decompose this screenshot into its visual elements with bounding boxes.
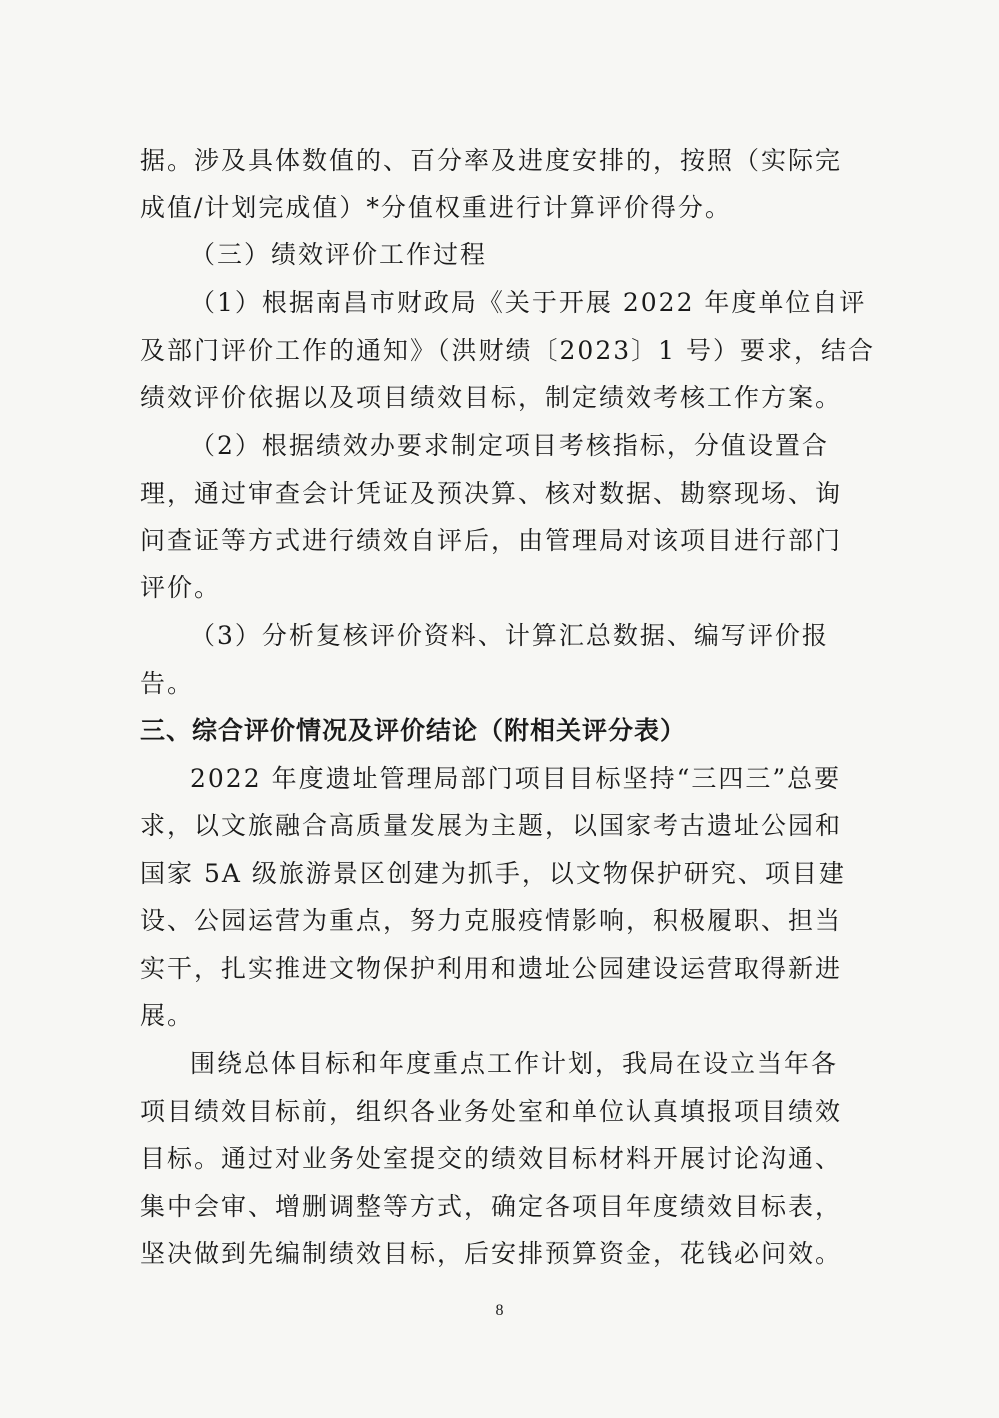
text-line: 项目绩效目标前，组织各业务处室和单位认真填报项目绩效 (140, 1097, 843, 1126)
text-line: （1）根据南昌市财政局《关于开展 2022 年度单位自评 (190, 288, 867, 317)
text-line: 设、公园运营为重点，努力克服疫情影响，积极履职、担当 (140, 906, 843, 935)
text-line: 国家 5A 级旅游景区创建为抓手，以文物保护研究、项目建 (140, 859, 846, 888)
text-line: 2022 年度遗址管理局部门项目目标坚持“三四三”总要 (190, 764, 842, 793)
text-line: 理，通过审查会计凭证及预决算、核对数据、勘察现场、询 (140, 479, 843, 508)
text-line: 及部门评价工作的通知》（洪财绩〔2023〕1 号）要求，结合 (140, 336, 875, 365)
text-line: 目标。通过对业务处室提交的绩效目标材料开展讨论沟通、 (140, 1144, 843, 1173)
chapter-heading: 三、综合评价情况及评价结论（附相关评分表） (140, 716, 687, 745)
text-line: 问查证等方式进行绩效自评后，由管理局对该项目进行部门 (140, 526, 843, 555)
text-line: 求，以文旅融合高质量发展为主题，以国家考古遗址公园和 (140, 811, 843, 840)
text-line: 告。 (140, 669, 195, 698)
text-line: 绩效评价依据以及项目绩效目标，制定绩效考核工作方案。 (140, 383, 843, 412)
text-line: 据。涉及具体数值的、百分率及进度安排的，按照（实际完 (140, 146, 843, 175)
text-line: 集中会审、增删调整等方式，确定各项目年度绩效目标表， (140, 1192, 843, 1221)
text-line: 实干，扎实推进文物保护利用和遗址公园建设运营取得新进 (140, 954, 843, 983)
text-line: （2）根据绩效办要求制定项目考核指标，分值设置合 (190, 431, 829, 460)
text-line: 围绕总体目标和年度重点工作计划，我局在设立当年各 (190, 1049, 839, 1078)
text-line: 坚决做到先编制绩效目标，后安排预算资金，花钱必问效。 (140, 1239, 843, 1268)
page-number: 8 (495, 1302, 504, 1319)
text-line: （3）分析复核评价资料、计算汇总数据、编写评价报 (190, 621, 829, 650)
text-line: 成值/计划完成值）*分值权重进行计算评价得分。 (140, 193, 732, 222)
text-line: 评价。 (140, 573, 222, 602)
section-heading: （三）绩效评价工作过程 (190, 240, 488, 269)
text-line: 展。 (140, 1001, 195, 1030)
